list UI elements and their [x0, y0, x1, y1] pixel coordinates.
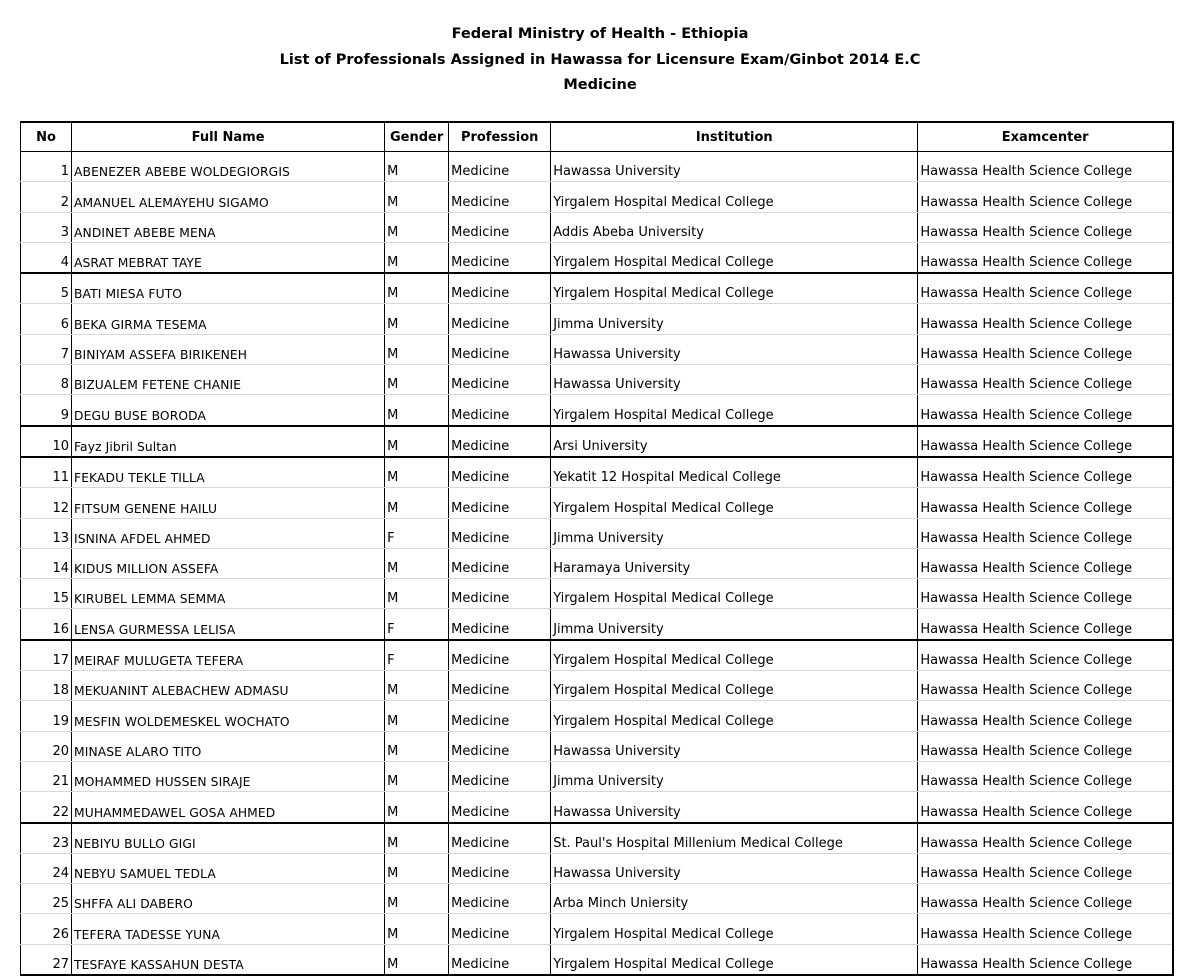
column-header-profession: Profession — [449, 122, 551, 152]
cell-examcenter: Hawassa Health Science College — [918, 640, 1173, 671]
cell-profession: Medicine — [449, 182, 551, 212]
column-header-full-name: Full Name — [72, 122, 385, 152]
cell-full-name: BINIYAM ASSEFA BIRIKENEH — [72, 334, 385, 364]
cell-gender: M — [385, 792, 449, 823]
cell-full-name: BIZUALEM FETENE CHANIE — [72, 365, 385, 395]
cell-gender: M — [385, 457, 449, 488]
cell-examcenter: Hawassa Health Science College — [918, 212, 1173, 242]
cell-profession: Medicine — [449, 761, 551, 791]
cell-full-name: ABENEZER ABEBE WOLDEGIORGIS — [72, 152, 385, 182]
table-row — [21, 609, 1174, 640]
cell-examcenter: Hawassa Health Science College — [918, 334, 1173, 364]
cell-gender: M — [385, 212, 449, 242]
cell-institution: Hawassa University — [551, 792, 918, 823]
cell-institution: Yirgalem Hospital Medical College — [551, 701, 918, 731]
cell-examcenter: Hawassa Health Science College — [918, 518, 1173, 548]
cell-profession: Medicine — [449, 884, 551, 914]
cell-full-name: KIRUBEL LEMMA SEMMA — [72, 579, 385, 609]
cell-no: 20 — [21, 731, 72, 761]
cell-examcenter: Hawassa Health Science College — [918, 273, 1173, 304]
cell-examcenter: Hawassa Health Science College — [918, 304, 1173, 334]
cell-profession: Medicine — [449, 914, 551, 944]
cell-no: 22 — [21, 792, 72, 823]
cell-no: 10 — [21, 426, 72, 457]
table-row — [21, 488, 1174, 518]
cell-examcenter: Hawassa Health Science College — [918, 182, 1173, 212]
cell-gender: M — [385, 395, 449, 426]
cell-full-name: DEGU BUSE BORODA — [72, 395, 385, 426]
cell-gender: M — [385, 426, 449, 457]
cell-institution: Hawassa University — [551, 365, 918, 395]
cell-institution: Yirgalem Hospital Medical College — [551, 395, 918, 426]
cell-no: 18 — [21, 671, 72, 701]
document-header — [0, 22, 1200, 99]
cell-institution: Hawassa University — [551, 152, 918, 182]
cell-profession: Medicine — [449, 334, 551, 364]
cell-profession: Medicine — [449, 823, 551, 854]
cell-no: 7 — [21, 334, 72, 364]
table-row — [21, 792, 1174, 823]
cell-institution: Yirgalem Hospital Medical College — [551, 488, 918, 518]
table-row — [21, 640, 1174, 671]
cell-gender: M — [385, 304, 449, 334]
cell-no: 4 — [21, 242, 72, 273]
cell-full-name: ASRAT MEBRAT TAYE — [72, 242, 385, 273]
cell-institution: Hawassa University — [551, 853, 918, 883]
table-row — [21, 548, 1174, 578]
cell-gender: M — [385, 548, 449, 578]
table-row — [21, 761, 1174, 791]
column-header-gender: Gender — [385, 122, 449, 152]
cell-gender: M — [385, 823, 449, 854]
cell-profession: Medicine — [449, 640, 551, 671]
cell-no: 21 — [21, 761, 72, 791]
cell-no: 11 — [21, 457, 72, 488]
cell-examcenter: Hawassa Health Science College — [918, 152, 1173, 182]
cell-full-name: NEBYU SAMUEL TEDLA — [72, 853, 385, 883]
cell-gender: M — [385, 671, 449, 701]
cell-examcenter: Hawassa Health Science College — [918, 395, 1173, 426]
cell-full-name: MEKUANINT ALEBACHEW ADMASU — [72, 671, 385, 701]
cell-full-name: MOHAMMED HUSSEN SIRAJE — [72, 761, 385, 791]
profession-subtitle: Medicine — [563, 77, 637, 93]
cell-full-name: NEBIYU BULLO GIGI — [72, 823, 385, 854]
cell-institution: Yirgalem Hospital Medical College — [551, 944, 918, 975]
table-row — [21, 579, 1174, 609]
cell-no: 6 — [21, 304, 72, 334]
cell-full-name: LENSA GURMESSA LELISA — [72, 609, 385, 640]
cell-institution: Jimma University — [551, 304, 918, 334]
cell-examcenter: Hawassa Health Science College — [918, 457, 1173, 488]
table-header-row — [21, 122, 1174, 152]
cell-gender: M — [385, 273, 449, 304]
cell-gender: F — [385, 609, 449, 640]
cell-examcenter: Hawassa Health Science College — [918, 548, 1173, 578]
cell-full-name: MINASE ALARO TITO — [72, 731, 385, 761]
cell-examcenter: Hawassa Health Science College — [918, 579, 1173, 609]
cell-gender: M — [385, 365, 449, 395]
table-row — [21, 395, 1174, 426]
table-row — [21, 334, 1174, 364]
cell-examcenter: Hawassa Health Science College — [918, 792, 1173, 823]
cell-gender: M — [385, 731, 449, 761]
cell-profession: Medicine — [449, 395, 551, 426]
cell-profession: Medicine — [449, 944, 551, 975]
cell-profession: Medicine — [449, 671, 551, 701]
cell-profession: Medicine — [449, 548, 551, 578]
cell-institution: Yirgalem Hospital Medical College — [551, 671, 918, 701]
cell-gender: M — [385, 853, 449, 883]
cell-institution: Yirgalem Hospital Medical College — [551, 182, 918, 212]
table-row — [21, 823, 1174, 854]
cell-institution: Hawassa University — [551, 731, 918, 761]
cell-gender: M — [385, 182, 449, 212]
table-row — [21, 731, 1174, 761]
table-row — [21, 365, 1174, 395]
cell-examcenter: Hawassa Health Science College — [918, 731, 1173, 761]
cell-institution: Arsi University — [551, 426, 918, 457]
cell-institution: Jimma University — [551, 609, 918, 640]
cell-institution: Yirgalem Hospital Medical College — [551, 242, 918, 273]
table-row — [21, 914, 1174, 944]
cell-profession: Medicine — [449, 853, 551, 883]
cell-no: 5 — [21, 273, 72, 304]
cell-no: 13 — [21, 518, 72, 548]
cell-examcenter: Hawassa Health Science College — [918, 609, 1173, 640]
table-row — [21, 944, 1174, 975]
cell-profession: Medicine — [449, 304, 551, 334]
cell-profession: Medicine — [449, 488, 551, 518]
cell-full-name: MESFIN WOLDEMESKEL WOCHATO — [72, 701, 385, 731]
cell-full-name: FITSUM GENENE HAILU — [72, 488, 385, 518]
cell-no: 12 — [21, 488, 72, 518]
cell-examcenter: Hawassa Health Science College — [918, 944, 1173, 975]
cell-no: 27 — [21, 944, 72, 975]
cell-examcenter: Hawassa Health Science College — [918, 853, 1173, 883]
cell-no: 2 — [21, 182, 72, 212]
cell-gender: F — [385, 640, 449, 671]
cell-profession: Medicine — [449, 701, 551, 731]
table-row — [21, 853, 1174, 883]
cell-institution: Yirgalem Hospital Medical College — [551, 273, 918, 304]
cell-gender: M — [385, 579, 449, 609]
cell-institution: Hawassa University — [551, 334, 918, 364]
cell-full-name: ANDINET ABEBE MENA — [72, 212, 385, 242]
cell-examcenter: Hawassa Health Science College — [918, 365, 1173, 395]
cell-profession: Medicine — [449, 242, 551, 273]
cell-gender: M — [385, 944, 449, 975]
cell-examcenter: Hawassa Health Science College — [918, 242, 1173, 273]
cell-gender: M — [385, 152, 449, 182]
cell-gender: M — [385, 334, 449, 364]
cell-profession: Medicine — [449, 731, 551, 761]
table-row — [21, 457, 1174, 488]
cell-examcenter: Hawassa Health Science College — [918, 823, 1173, 854]
cell-no: 19 — [21, 701, 72, 731]
cell-profession: Medicine — [449, 365, 551, 395]
table-row — [21, 701, 1174, 731]
cell-institution: Yirgalem Hospital Medical College — [551, 640, 918, 671]
cell-full-name: BATI MIESA FUTO — [72, 273, 385, 304]
ministry-title: Federal Ministry of Health - Ethiopia — [451, 26, 749, 42]
cell-gender: M — [385, 242, 449, 273]
table-row — [21, 304, 1174, 334]
table-body — [21, 152, 1174, 976]
cell-examcenter: Hawassa Health Science College — [918, 914, 1173, 944]
cell-full-name: BEKA GIRMA TESEMA — [72, 304, 385, 334]
cell-full-name: SHFFA ALI DABERO — [72, 884, 385, 914]
cell-profession: Medicine — [449, 792, 551, 823]
cell-profession: Medicine — [449, 518, 551, 548]
cell-no: 9 — [21, 395, 72, 426]
cell-institution: Arba Minch Uniersity — [551, 884, 918, 914]
table-row — [21, 212, 1174, 242]
cell-profession: Medicine — [449, 609, 551, 640]
professionals-table — [20, 121, 1174, 976]
cell-institution: Jimma University — [551, 761, 918, 791]
cell-no: 17 — [21, 640, 72, 671]
cell-gender: F — [385, 518, 449, 548]
cell-examcenter: Hawassa Health Science College — [918, 761, 1173, 791]
table-row — [21, 273, 1174, 304]
cell-full-name: TESFAYE KASSAHUN DESTA — [72, 944, 385, 975]
cell-full-name: ISNINA AFDEL AHMED — [72, 518, 385, 548]
cell-gender: M — [385, 761, 449, 791]
table-row — [21, 426, 1174, 457]
cell-institution: St. Paul's Hospital Millenium Medical College — [551, 823, 918, 854]
cell-full-name: AMANUEL ALEMAYEHU SIGAMO — [72, 182, 385, 212]
cell-no: 16 — [21, 609, 72, 640]
table-row — [21, 671, 1174, 701]
cell-no: 24 — [21, 853, 72, 883]
column-header-examcenter: Examcenter — [918, 122, 1173, 152]
cell-profession: Medicine — [449, 457, 551, 488]
list-title: List of Professionals Assigned in Hawassa for Licensure Exam/Ginbot 2014 E.C — [279, 51, 921, 68]
cell-profession: Medicine — [449, 579, 551, 609]
cell-no: 15 — [21, 579, 72, 609]
cell-gender: M — [385, 701, 449, 731]
cell-gender: M — [385, 914, 449, 944]
table-row — [21, 518, 1174, 548]
cell-institution: Haramaya University — [551, 548, 918, 578]
cell-institution: Jimma University — [551, 518, 918, 548]
cell-institution: Yekatit 12 Hospital Medical College — [551, 457, 918, 488]
cell-examcenter: Hawassa Health Science College — [918, 488, 1173, 518]
cell-institution: Yirgalem Hospital Medical College — [551, 914, 918, 944]
cell-institution: Addis Abeba University — [551, 212, 918, 242]
cell-institution: Yirgalem Hospital Medical College — [551, 579, 918, 609]
cell-full-name: Fayz Jibril Sultan — [72, 426, 385, 457]
cell-no: 8 — [21, 365, 72, 395]
cell-profession: Medicine — [449, 273, 551, 304]
cell-gender: M — [385, 488, 449, 518]
cell-no: 1 — [21, 152, 72, 182]
cell-no: 23 — [21, 823, 72, 854]
cell-no: 26 — [21, 914, 72, 944]
cell-full-name: MUHAMMEDAWEL GOSA AHMED — [72, 792, 385, 823]
cell-no: 25 — [21, 884, 72, 914]
cell-full-name: FEKADU TEKLE TILLA — [72, 457, 385, 488]
cell-full-name: KIDUS MILLION ASSEFA — [72, 548, 385, 578]
column-header-no: No — [21, 122, 72, 152]
cell-examcenter: Hawassa Health Science College — [918, 701, 1173, 731]
table-row — [21, 884, 1174, 914]
cell-no: 14 — [21, 548, 72, 578]
table-row — [21, 182, 1174, 212]
cell-gender: M — [385, 884, 449, 914]
cell-full-name: MEIRAF MULUGETA TEFERA — [72, 640, 385, 671]
table-row — [21, 242, 1174, 273]
cell-examcenter: Hawassa Health Science College — [918, 426, 1173, 457]
cell-no: 3 — [21, 212, 72, 242]
cell-full-name: TEFERA TADESSE YUNA — [72, 914, 385, 944]
cell-profession: Medicine — [449, 426, 551, 457]
cell-profession: Medicine — [449, 212, 551, 242]
table-row — [21, 152, 1174, 182]
column-header-institution: Institution — [551, 122, 918, 152]
cell-examcenter: Hawassa Health Science College — [918, 671, 1173, 701]
cell-profession: Medicine — [449, 152, 551, 182]
cell-examcenter: Hawassa Health Science College — [918, 884, 1173, 914]
